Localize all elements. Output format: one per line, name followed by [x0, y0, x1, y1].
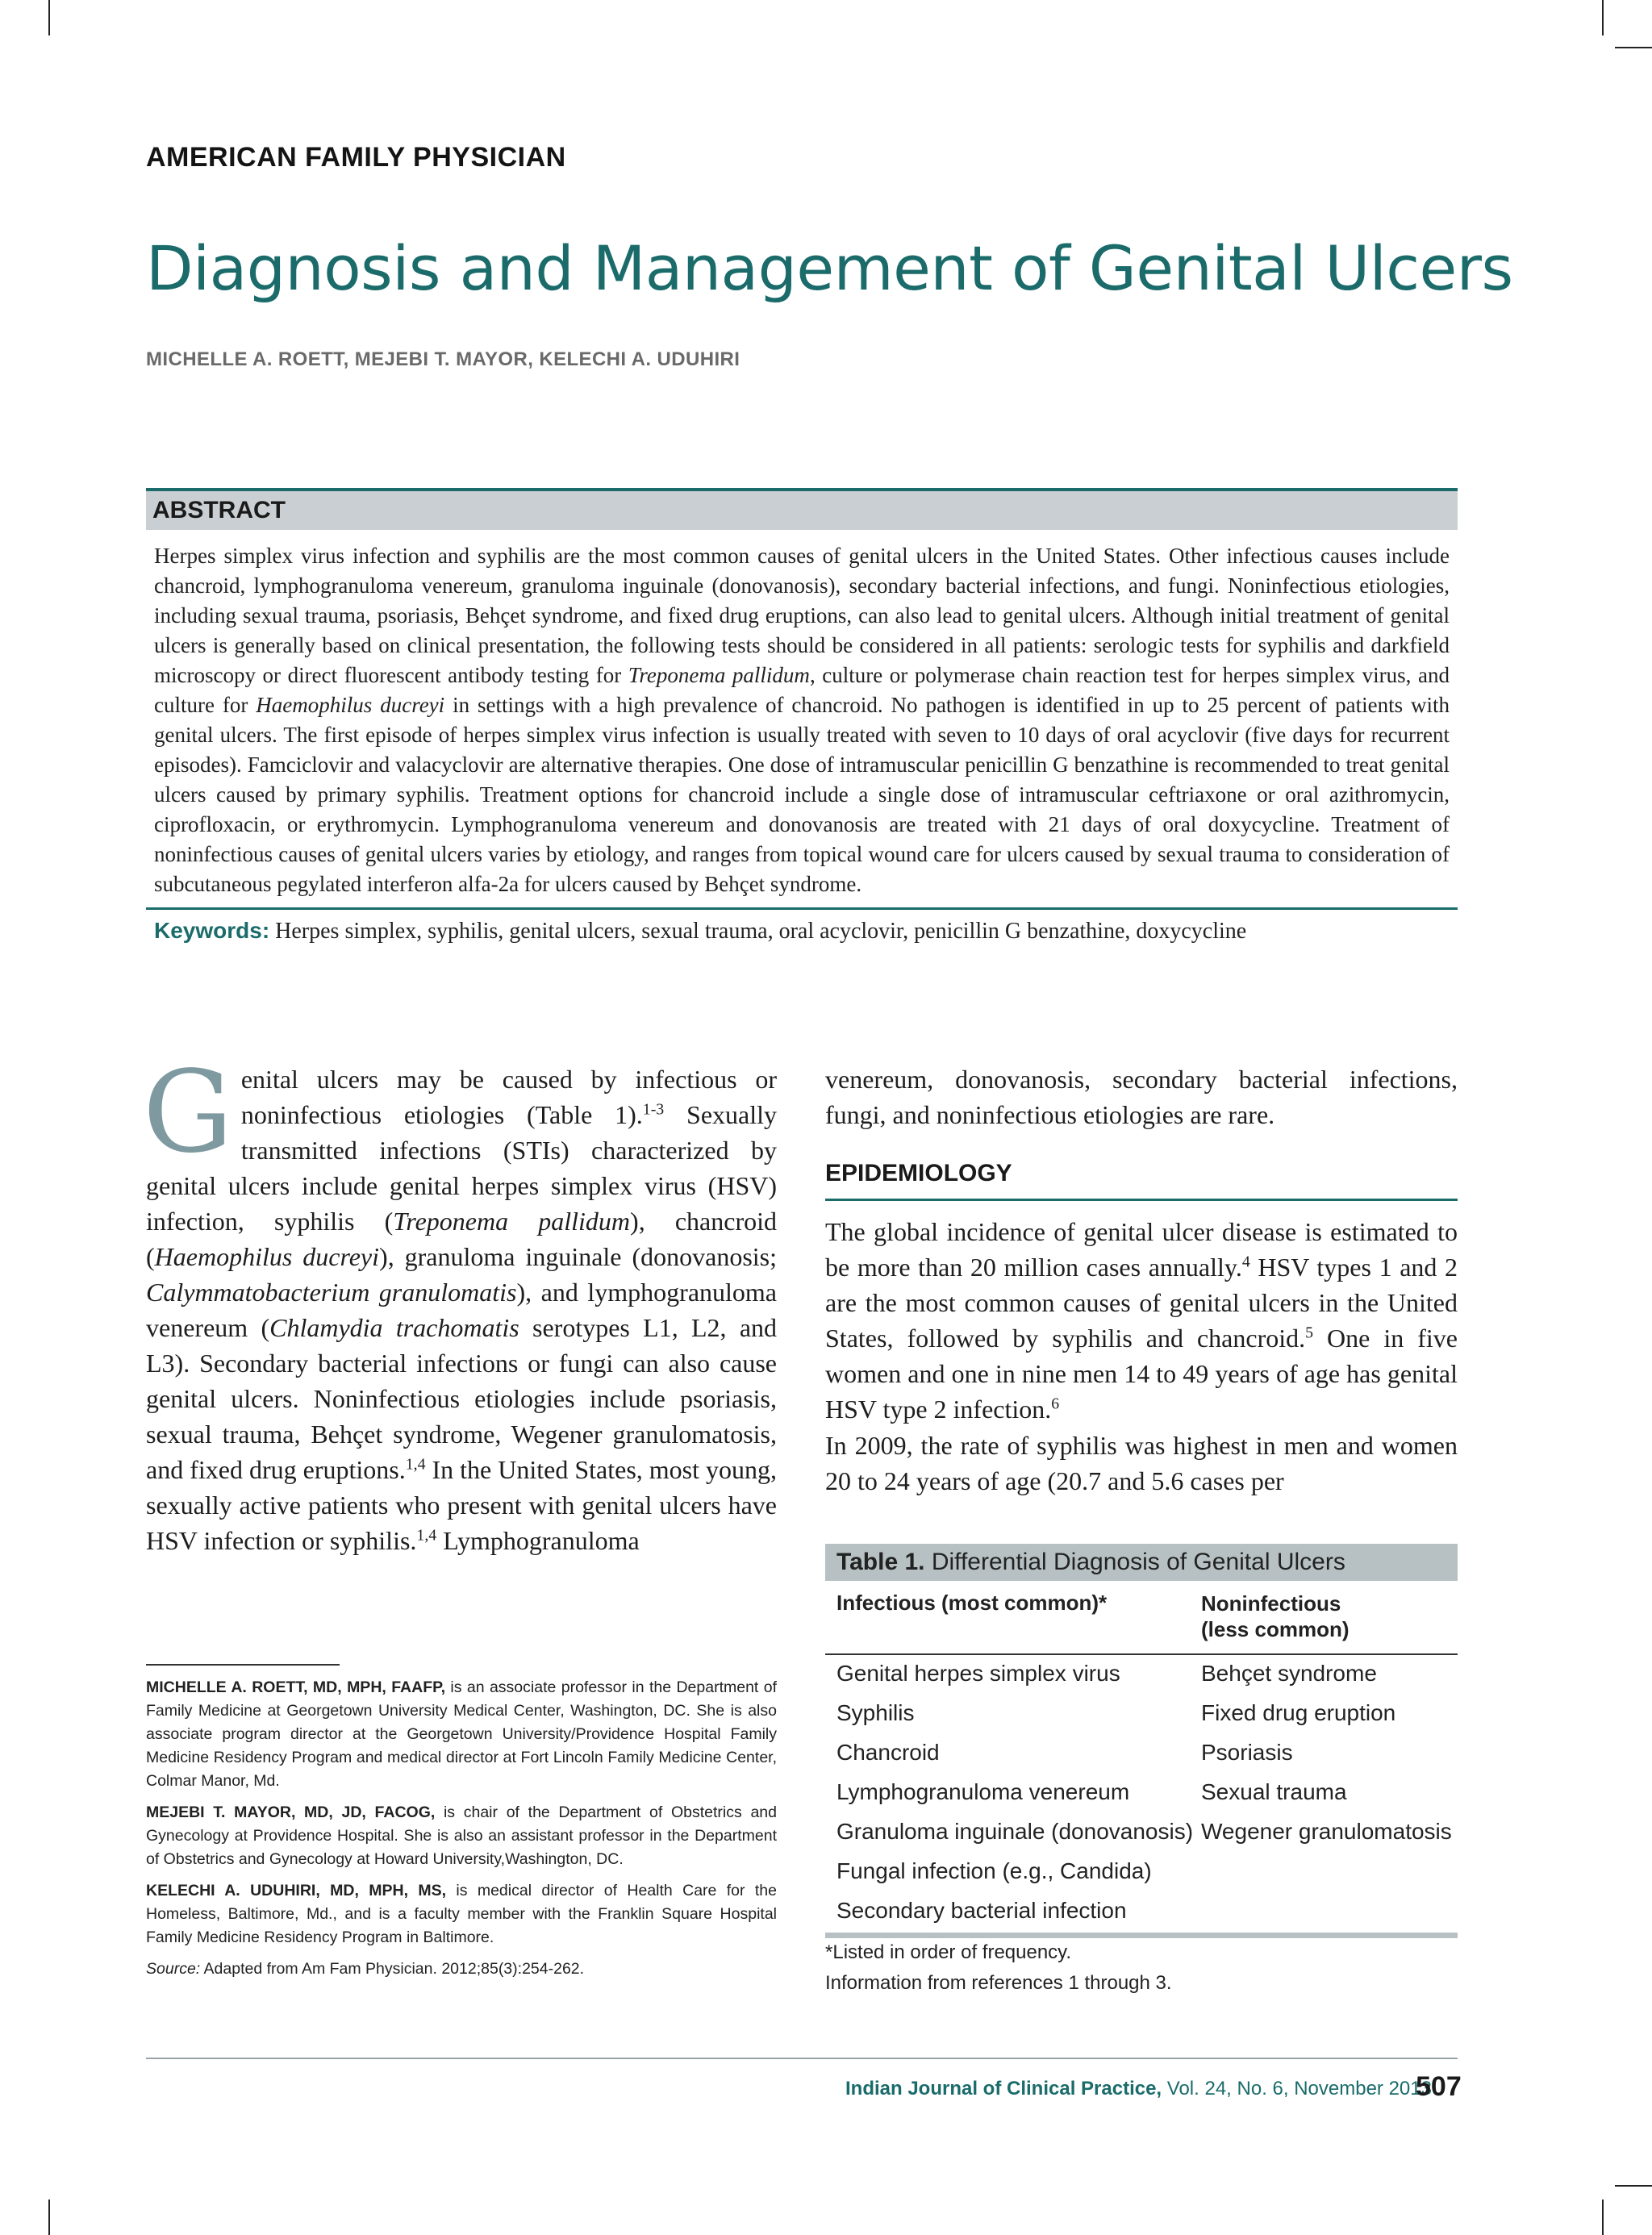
table-1-caption: Table 1. Differential Diagnosis of Genital Ulcers — [825, 1544, 1458, 1581]
table-row: Granuloma inguinale (donovanosis) — [836, 1819, 1194, 1844]
table-row: Secondary bacterial infection — [836, 1898, 1127, 1923]
article-title: Diagnosis and Management of Genital Ulcers — [146, 232, 1513, 304]
author-note-uduhiri: KELECHI A. UDUHIRI, MD, MPH, MS, is medical director of Health Care for the Homeless, Baltimore, Md., and is a faculty member with the Franklin Square Hospital Family Medicine Residency Program in Baltimore. — [146, 1882, 777, 1946]
table-1-label: Table 1. — [836, 1549, 925, 1575]
abstract-heading: ABSTRACT — [146, 491, 1458, 530]
author-note-roett: MICHELLE A. ROETT, MD, MPH, FAAFP, is an associate professor in the Department of Family Medicine at Georgetown University Medical Center, Washington, DC. She is also associate program director at the Georgetown University/Providence Hospital Family Medicine Residency Program and medical director at Fort Lincoln Family Medicine Center, Colmar Manor, Md. — [146, 1678, 777, 1790]
table-1 — [825, 1544, 1458, 1939]
table-row: Sexual trauma — [1201, 1779, 1347, 1804]
author-note-mayor: MEJEBI T. MAYOR, MD, JD, FACOG, is chair of the Department of Obstetrics and Gynecology at Providence Hospital. She is also an assistant professor in the Department of Obstetrics and Gynecology at Howard University,Washington, DC. — [146, 1803, 777, 1868]
abstract-section — [146, 488, 1458, 953]
table-row: Syphilis — [836, 1700, 915, 1725]
footnote-rule — [146, 1664, 340, 1666]
crop-mark — [48, 0, 50, 35]
epidemiology-paragraph-2: In 2009, the rate of syphilis was highest in men and women 20 to 24 years of age (20.7 and 5.6 cases per — [825, 1431, 1458, 1495]
epidemiology-heading: EPIDEMIOLOGY — [825, 1160, 1012, 1186]
footer-rule — [146, 2058, 1458, 2059]
epidemiology-paragraph-1: The global incidence of genital ulcer disease is estimated to be more than 20 million cases annually.$^4$ HSV types 1 and 2 are the most common causes of genital ulcers in the United States, followed by syphilis and chancroid.$^5$ One in five women and one in nine men 14 to 49 years of age has genital HSV type 2 infection.$^6$ — [825, 1217, 1458, 1424]
epidemiology-section-header — [825, 1160, 1458, 1201]
article-authors: MICHELLE A. ROETT, MEJEBI T. MAYOR, KELECHI A. UDUHIRI — [146, 348, 740, 370]
footer-citation: Indian Journal of Clinical Practice, Vol. 24, No. 6, November 2013 — [845, 2078, 1432, 2099]
intro-paragraph: Genital ulcers may be caused by infectious or noninfectious etiologies (Table 1).$^{1-3}$ Sexually transmitted infections (STIs) characterized by genital ulcers include genital herpes simplex virus (HSV) infection, syphilis (Treponema pallidum), chancroid (Haemophilus ducreyi), granuloma inguinale (donovanosis; Calymmatobacterium granulomatis), and lymphogranuloma venereum (Chlamydia trachomatis serotypes L1, L2, and L3). Secondary bacterial infections or fungi can also cause genital ulcers. Noninfectious etiologies include psoriasis, sexual trauma, Behçet syndrome, Wegener granulomatosis, and fixed drug eruptions.$^{1,4}$ In the United States, most young, sexually active patients who present with genital ulcers have HSV infection or syphilis.$^{1,4}$ Lymphogranuloma — [143, 1047, 778, 1555]
table-row: Wegener granulomatosis — [1201, 1819, 1452, 1844]
source-note: Source: Adapted from Am Fam Physician. 2012;85(3):254-262. — [146, 1960, 585, 1978]
keywords-text: Herpes simplex, syphilis, genital ulcers, sexual trauma, oral acyclovir, penicillin G benzathine, doxycycline — [269, 919, 1247, 944]
keywords-label: Keywords: — [154, 918, 270, 943]
crop-mark — [48, 2200, 50, 2235]
crop-mark — [1615, 47, 1652, 48]
right-column-continuation: venereum, donovanosis, secondary bacterial infections, fungi, and noninfectious etiologies are rare. — [825, 1065, 1458, 1129]
table-row: Chancroid — [836, 1740, 940, 1765]
crop-mark — [1615, 2185, 1652, 2187]
keywords — [146, 910, 1458, 953]
crop-mark — [1602, 0, 1604, 35]
table-1-col1-header: Infectious (most common)* — [836, 1591, 1108, 1615]
table-1-note-references: Information from references 1 through 3. — [825, 1972, 1172, 1994]
drop-cap: G — [143, 1047, 233, 1178]
table-row: Lymphogranuloma venereum — [836, 1779, 1130, 1804]
journal-header: AMERICAN FAMILY PHYSICIAN — [146, 142, 566, 173]
table-1-col2-header: Noninfectious (less common) — [1201, 1591, 1350, 1641]
abstract-text: Herpes simplex virus infection and syphilis are the most common causes of genital ulcers in the United States. Other infectious causes include chancroid, lymphogranuloma venereum, granuloma inguinale (donovanosis), secondary bacterial infections, and fungi. Noninfectious etiologies, including sexual trauma, psoriasis, Behçet syndrome, and fixed drug eruptions, can also lead to genital ulcers. Although initial treatment of genital ulcers is generally based on clinical presentation, the following tests should be considered in all patients: serologic tests for syphilis and darkfield microscopy or direct fluorescent antibody testing for Treponema pallidum, culture or polymerase chain reaction test for herpes simplex virus, and culture for Haemophilus ducreyi in settings with a high prevalence of chancroid. No pathogen is identified in up to 25 percent of patients with genital ulcers. The first episode of herpes simplex virus infection is usually treated with seven to 10 days of oral acyclovir (five days for recurrent episodes). Famciclovir and valacyclovir are alternative therapies. One dose of intramuscular penicillin G benzathine is recommended to treat genital ulcers caused by primary syphilis. Treatment options for chancroid include a single dose of intramuscular ceftriaxone or oral azithromycin, ciprofloxacin, or erythromycin. Lymphogranuloma venereum and donovanosis are treated with 21 days of oral doxycycline. Treatment of noninfectious causes of genital ulcers varies by etiology, and ranges from topical wound care for ulcers caused by sexual trauma to consideration of subcutaneous pegylated interferon alfa-2a for ulcers caused by Behçet syndrome. — [154, 544, 1450, 896]
crop-mark — [1602, 2200, 1604, 2235]
table-row: Fixed drug eruption — [1201, 1700, 1396, 1725]
page-number: 507 — [1416, 2071, 1462, 2102]
table-row: Genital herpes simplex virus — [836, 1661, 1120, 1686]
author-notes — [146, 1676, 777, 1981]
table-1-notes — [825, 1937, 1458, 1999]
epidemiology-rule — [825, 1199, 1458, 1201]
table-row: Behçet syndrome — [1201, 1661, 1377, 1686]
table-row: Fungal infection (e.g., Candida) — [836, 1858, 1152, 1883]
table-row: Psoriasis — [1201, 1740, 1293, 1765]
table-1-note-frequency: *Listed in order of frequency. — [825, 1941, 1072, 1963]
table-1-header-rule — [825, 1653, 1458, 1655]
